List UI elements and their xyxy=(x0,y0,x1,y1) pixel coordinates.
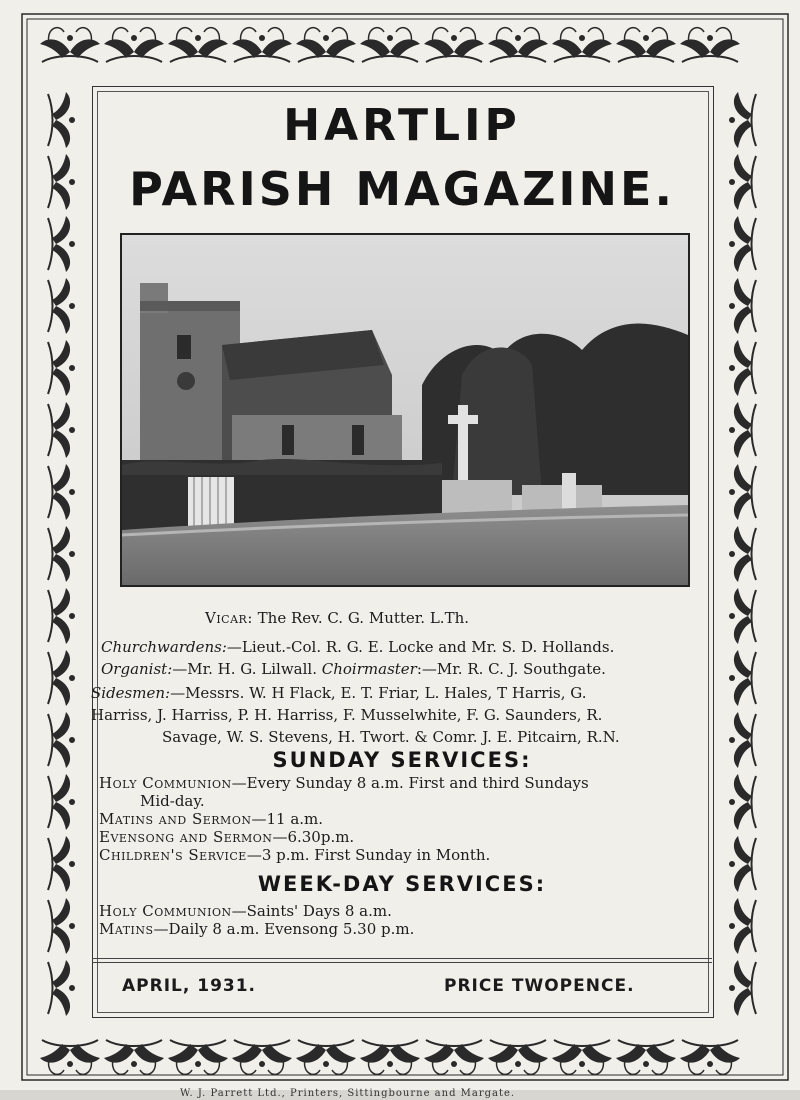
border-ornament xyxy=(729,278,756,334)
weekday-matins-label: Matins xyxy=(99,920,154,938)
organist-line xyxy=(101,660,606,678)
border-ornament xyxy=(48,154,75,210)
weekday-communion-value: —Saints' Days 8 a.m. xyxy=(231,902,392,920)
sunday-children-label: Children's Service xyxy=(99,846,247,864)
border-ornament xyxy=(424,28,484,62)
sunday-matins-value: —11 a.m. xyxy=(251,810,324,828)
churchwardens-line xyxy=(101,638,614,656)
sunday-evensong-value: —6.30p.m. xyxy=(272,828,355,846)
border-ornament xyxy=(48,340,75,396)
churchwardens-value: —Lieut.-Col. R. G. E. Locke and Mr. S. D. Hollands. xyxy=(226,638,615,656)
masthead-title-line1: HARTLIP xyxy=(283,100,521,151)
sidesmen-line-2: Harriss, J. Harriss, P. H. Harriss, F. Musselwhite, F. G. Saunders, R. xyxy=(91,706,603,724)
border-ornament xyxy=(168,28,228,62)
border-ornament xyxy=(104,1040,164,1074)
weekday-communion-label: Holy Communion xyxy=(99,902,232,920)
border-ornament xyxy=(48,774,75,830)
vicar-label: Vicar: xyxy=(205,609,253,627)
border-ornament xyxy=(48,526,75,582)
sunday-services-heading: SUNDAY SERVICES: xyxy=(272,748,532,772)
border-ornament xyxy=(729,526,756,582)
sunday-children-line xyxy=(99,846,490,864)
weekday-services-heading: WEEK-DAY SERVICES: xyxy=(257,872,547,896)
sunday-communion-value: —Every Sunday 8 a.m. First and third Sundays xyxy=(231,774,589,792)
border-ornament xyxy=(729,340,756,396)
churchwardens-label: Churchwardens: xyxy=(101,638,227,656)
border-ornament xyxy=(729,588,756,644)
border-ornament xyxy=(729,712,756,768)
organist-label: Organist: xyxy=(101,660,173,678)
border-ornament xyxy=(729,464,756,520)
sunday-communion-line xyxy=(99,774,589,792)
sunday-evensong-line xyxy=(99,828,354,846)
border-ornament xyxy=(48,278,75,334)
issue-price: PRICE TWOPENCE. xyxy=(444,976,635,996)
masthead-title-line2: PARISH MAGAZINE. xyxy=(129,162,675,216)
vicar-line xyxy=(205,609,469,627)
border-ornament xyxy=(296,1040,356,1074)
border-ornament xyxy=(729,960,756,1016)
border-ornament xyxy=(729,898,756,954)
border-ornament xyxy=(616,1040,676,1074)
border-ornament xyxy=(48,588,75,644)
border-ornament xyxy=(48,960,75,1016)
organist-value: —Mr. H. G. Lilwall. xyxy=(172,660,317,678)
sidesmen-names-1: —Messrs. W. H Flack, E. T. Friar, L. Hales, T Harris, G. xyxy=(170,684,587,702)
sunday-matins-line xyxy=(99,810,323,828)
sunday-communion-line-2: Mid-day. xyxy=(140,792,205,810)
border-ornament xyxy=(360,28,420,62)
border-ornament xyxy=(40,28,100,62)
sunday-evensong-label: Evensong and Sermon xyxy=(99,828,273,846)
border-ornament xyxy=(48,92,75,148)
printer-imprint: W. J. Parrett Ltd., Printers, Sittingbourne and Margate. xyxy=(180,1088,516,1099)
border-ornament xyxy=(552,28,612,62)
choirmaster-label: Choirmaster xyxy=(321,660,417,678)
border-ornament xyxy=(48,402,75,458)
border-ornament xyxy=(488,28,548,62)
border-ornament xyxy=(360,1040,420,1074)
border-ornament xyxy=(48,464,75,520)
footer-rule-top xyxy=(92,958,712,959)
weekday-communion-line xyxy=(99,902,392,920)
sidesmen-line-1 xyxy=(91,684,586,702)
border-ornament xyxy=(729,650,756,706)
border-ornament xyxy=(48,216,75,272)
border-ornament xyxy=(48,712,75,768)
border-ornament xyxy=(48,836,75,892)
sidesmen-label: Sidesmen: xyxy=(91,684,171,702)
border-ornament xyxy=(232,28,292,62)
border-ornament xyxy=(729,154,756,210)
issue-date: APRIL, 1931. xyxy=(122,976,257,996)
border-ornament xyxy=(680,28,740,62)
border-ornament xyxy=(488,1040,548,1074)
church-photograph xyxy=(120,233,690,587)
border-ornament xyxy=(424,1040,484,1074)
weekday-matins-line xyxy=(99,920,414,938)
border-ornament xyxy=(680,1040,740,1074)
border-ornament xyxy=(729,402,756,458)
border-ornament xyxy=(40,1040,100,1074)
border-ornament xyxy=(729,836,756,892)
sunday-children-value: —3 p.m. First Sunday in Month. xyxy=(246,846,491,864)
border-ornament xyxy=(616,28,676,62)
sunday-matins-label: Matins and Sermon xyxy=(99,810,252,828)
border-ornament xyxy=(104,28,164,62)
border-ornament xyxy=(729,774,756,830)
vicar-value: The Rev. C. G. Mutter. L.Th. xyxy=(257,609,470,627)
footer-rule-bottom xyxy=(92,962,712,963)
border-ornament xyxy=(729,216,756,272)
weekday-matins-value: —Daily 8 a.m. Evensong 5.30 p.m. xyxy=(153,920,415,938)
sidesmen-line-3: Savage, W. S. Stevens, H. Twort. & Comr. J. E. Pitcairn, R.N. xyxy=(162,728,620,746)
border-ornament xyxy=(48,898,75,954)
border-ornament xyxy=(729,92,756,148)
border-ornament xyxy=(232,1040,292,1074)
border-ornament xyxy=(296,28,356,62)
border-ornament xyxy=(48,650,75,706)
choirmaster-value: :—Mr. R. C. J. Southgate. xyxy=(416,660,606,678)
sunday-communion-label: Holy Communion xyxy=(99,774,232,792)
border-ornament xyxy=(552,1040,612,1074)
border-ornament xyxy=(168,1040,228,1074)
